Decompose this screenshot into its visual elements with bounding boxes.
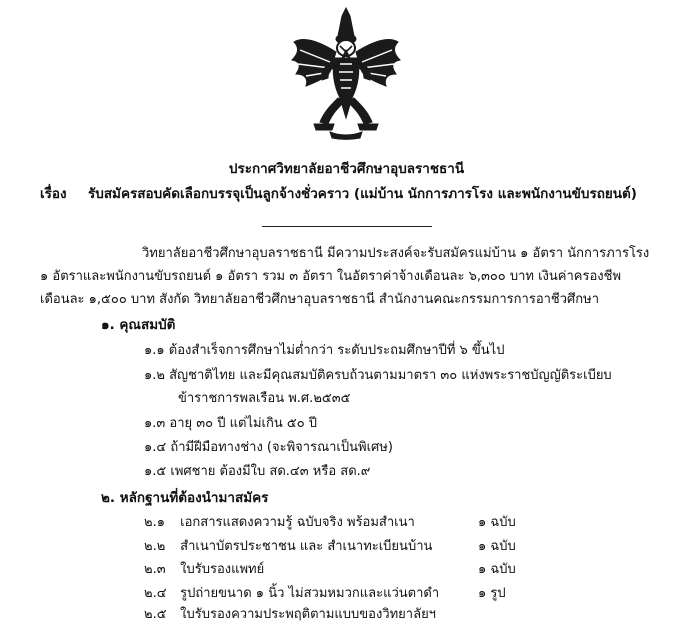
item-text: สำเนาบัตรประชาชน และ สำเนาทะเบียนบ้าน <box>180 539 433 554</box>
item-text: ถ้ามีฝีมือทางช่าง (จะพิจารณาเป็นพิเศษ) <box>170 440 393 455</box>
subject-line <box>40 182 637 204</box>
item-number: ๑.๓ <box>144 416 166 431</box>
item-text: สัญชาติไทย และมีคุณสมบัติครบถ้วนตามมาตรา ๓๐ แห่งพระราชบัญญัติระเบียบ <box>169 368 612 383</box>
item-text: ใบรับรองแพทย์ <box>180 562 265 577</box>
document-item <box>144 535 432 556</box>
qualification-item <box>144 339 504 360</box>
qualification-item <box>144 364 612 385</box>
item-text: ใบรับรองความประพฤติตามแบบของวิทยาลัยฯ <box>180 607 436 622</box>
qualification-item <box>144 460 370 481</box>
item-number: ๒.๓ <box>144 562 166 577</box>
item-text: อายุ ๓๐ ปี แต่ไม่เกิน ๕๐ ปี <box>169 416 318 431</box>
item-number: ๑.๕ <box>144 464 167 479</box>
item-number: ๑.๑ <box>144 343 165 358</box>
document-item <box>144 582 439 603</box>
intro-line-1: วิทยาลัยอาชีวศึกษาอุบลราชธานี มีความประสงค์จะรับสมัครแม่บ้าน ๑ อัตรา นักการภารโรง <box>142 246 650 261</box>
qualifications-heading: ๑. คุณสมบัติ <box>101 317 176 333</box>
item-number: ๒.๑ <box>144 515 165 530</box>
item-text: รูปถ่ายขนาด ๑ นิ้ว ไม่สวมหมวกและแว่นตาดำ <box>180 586 440 601</box>
subject-label: เรื่อง <box>40 186 67 202</box>
document-quantity: ๑ ฉบับ <box>478 539 516 554</box>
item-number: ๒.๕ <box>144 607 167 622</box>
document-quantity: ๑ ฉบับ <box>478 562 516 577</box>
divider-line <box>262 226 432 227</box>
qualification-item <box>144 436 393 457</box>
document-item <box>144 511 415 532</box>
qualification-item <box>144 412 317 433</box>
document-quantity: ๑ ฉบับ <box>478 515 516 530</box>
item-text: เอกสารแสดงความรู้ ฉบับจริง พร้อมสำเนา <box>180 515 415 530</box>
garuda-emblem-icon <box>290 6 402 140</box>
documents-heading: ๒. หลักฐานที่ต้องนำมาสมัคร <box>101 490 269 506</box>
intro-line-3: เดือนละ ๑,๕๐๐ บาท สังกัด วิทยาลัยอาชีวศึกษาอุบลราชธานี สำนักงานคณะกรรมการการอาชีวศึกษา <box>40 292 600 307</box>
document-title: ประกาศวิทยาลัยอาชีวศึกษาอุบลราชธานี <box>228 161 465 177</box>
item-number: ๒.๒ <box>144 539 166 554</box>
document-quantity: ๑ รูป <box>478 586 506 601</box>
item-number: ๒.๔ <box>144 586 167 601</box>
document-item <box>144 558 264 579</box>
qualification-item-continuation: ข้าราชการพลเรือน พ.ศ.๒๕๓๕ <box>178 391 351 406</box>
item-text: เพศชาย ต้องมีใบ สด.๔๓ หรือ สด.๙ <box>170 464 371 479</box>
document-item <box>144 603 436 624</box>
item-number: ๑.๔ <box>144 440 167 455</box>
subject-text: รับสมัครสอบคัดเลือกบรรจุเป็นลูกจ้างชั่วคราว (แม่บ้าน นักการภารโรง และพนักงานขับรถยนต์) <box>88 186 637 202</box>
item-text: ต้องสำเร็จการศึกษาไม่ต่ำกว่า ระดับประถมศึกษาปีที่ ๖ ขึ้นไป <box>168 343 505 358</box>
intro-line-2: ๑ อัตราและพนักงานขับรถยนต์ ๑ อัตรา รวม ๓ อัตรา ในอัตราค่าจ้างเดือนละ ๖,๓๐๐ บาท เงินค่าครองชีพ <box>40 269 622 284</box>
item-number: ๑.๒ <box>144 368 165 383</box>
